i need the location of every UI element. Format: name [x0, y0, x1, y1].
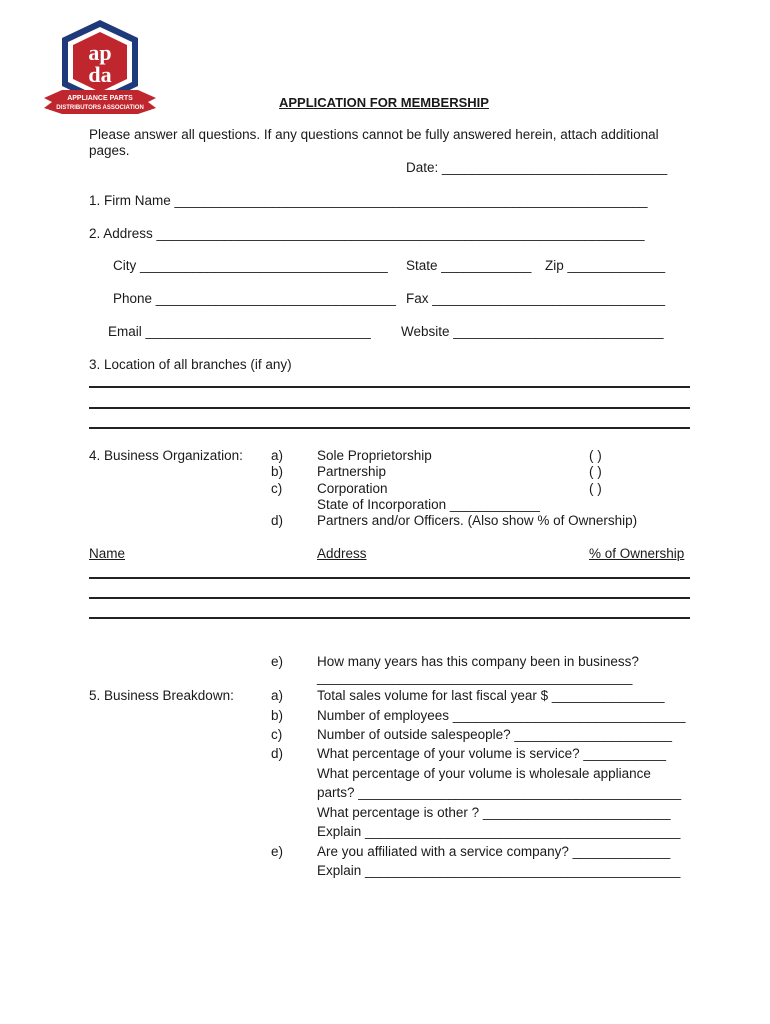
- checkbox-partnership[interactable]: ( ): [589, 464, 602, 479]
- breakdown-letter: e): [271, 844, 284, 859]
- sales-volume-field[interactable]: Total sales volume for last fiscal year $ _______________: [317, 688, 665, 703]
- email-field[interactable]: Email ______________________________: [108, 324, 371, 339]
- svg-text:ap: ap: [88, 40, 112, 65]
- explain-field-1[interactable]: Explain __________________________________________: [317, 824, 681, 839]
- business-breakdown-label: 5. Business Breakdown:: [89, 688, 234, 703]
- partners-officers-label: Partners and/or Officers. (Also show % of Ownership): [317, 513, 638, 528]
- date-field[interactable]: Date: ______________________________: [406, 160, 668, 175]
- service-percentage-field[interactable]: What percentage of your volume is service? ___________: [317, 746, 666, 761]
- service-affiliation-field[interactable]: Are you affiliated with a service company? _____________: [317, 844, 671, 859]
- officer-line-3[interactable]: [89, 617, 690, 619]
- wholesale-percentage-label: What percentage of your volume is wholesale appliance: [317, 766, 651, 781]
- page-title: APPLICATION FOR MEMBERSHIP: [279, 95, 489, 110]
- checkbox-corporation[interactable]: ( ): [589, 481, 602, 496]
- org-letter: d): [271, 513, 284, 528]
- svg-text:da: da: [88, 62, 112, 87]
- apda-logo: [40, 18, 160, 116]
- employees-field[interactable]: Number of employees _______________________________: [317, 708, 686, 723]
- branches-label: 3. Location of all branches (if any): [89, 357, 292, 372]
- org-letter: c): [271, 481, 283, 496]
- column-header-address: Address: [317, 546, 367, 561]
- phone-field[interactable]: Phone ________________________________: [113, 291, 397, 306]
- logo-text-line2: DISTRIBUTORS ASSOCIATION: [56, 105, 144, 111]
- state-of-incorporation-field[interactable]: State of Incorporation ____________: [317, 497, 540, 512]
- column-header-ownership: % of Ownership: [589, 546, 685, 561]
- firm-name-field[interactable]: 1. Firm Name _______________________________________________________________: [89, 193, 648, 208]
- column-header-name: Name: [89, 546, 126, 561]
- org-option-corporation: Corporation: [317, 481, 388, 496]
- breakdown-letter: b): [271, 708, 284, 723]
- other-percentage-field[interactable]: What percentage is other ? _________________________: [317, 805, 671, 820]
- breakdown-letter: a): [271, 688, 284, 703]
- org-letter: b): [271, 464, 284, 479]
- org-letter: a): [271, 448, 284, 463]
- officer-line-1[interactable]: [89, 577, 690, 579]
- address-field[interactable]: 2. Address _________________________________________________________________: [89, 226, 645, 241]
- branches-line-3[interactable]: [89, 427, 690, 429]
- checkbox-sole-proprietorship[interactable]: ( ): [589, 448, 602, 463]
- breakdown-letter: d): [271, 746, 284, 761]
- city-field[interactable]: City _________________________________: [113, 258, 388, 273]
- breakdown-letter: c): [271, 727, 283, 742]
- org-option-partnership: Partnership: [317, 464, 387, 479]
- outside-salespeople-field[interactable]: Number of outside salespeople? _____________________: [317, 727, 673, 742]
- state-field[interactable]: State ____________: [406, 258, 532, 273]
- website-field[interactable]: Website ____________________________: [401, 324, 664, 339]
- org-letter: e): [271, 654, 284, 669]
- business-organization-label: 4. Business Organization:: [89, 448, 243, 463]
- zip-field[interactable]: Zip _____________: [545, 258, 666, 273]
- instructions-line2: pages.: [89, 143, 130, 158]
- branches-line-1[interactable]: [89, 386, 690, 388]
- org-option-sole-proprietorship: Sole Proprietorship: [317, 448, 432, 463]
- wholesale-percentage-field[interactable]: parts? ___________________________________________: [317, 785, 682, 800]
- fax-field[interactable]: Fax _______________________________: [406, 291, 666, 306]
- instructions-line1: Please answer all questions. If any questions cannot be fully answered herein, attach additional: [89, 127, 659, 142]
- logo-text-line1: APPLIANCE PARTS: [67, 95, 133, 102]
- officer-line-2[interactable]: [89, 597, 690, 599]
- explain-field-2[interactable]: Explain __________________________________________: [317, 863, 681, 878]
- years-in-business-label: How many years has this company been in business?: [317, 654, 639, 669]
- years-in-business-field[interactable]: __________________________________________: [317, 670, 633, 685]
- branches-line-2[interactable]: [89, 407, 690, 409]
